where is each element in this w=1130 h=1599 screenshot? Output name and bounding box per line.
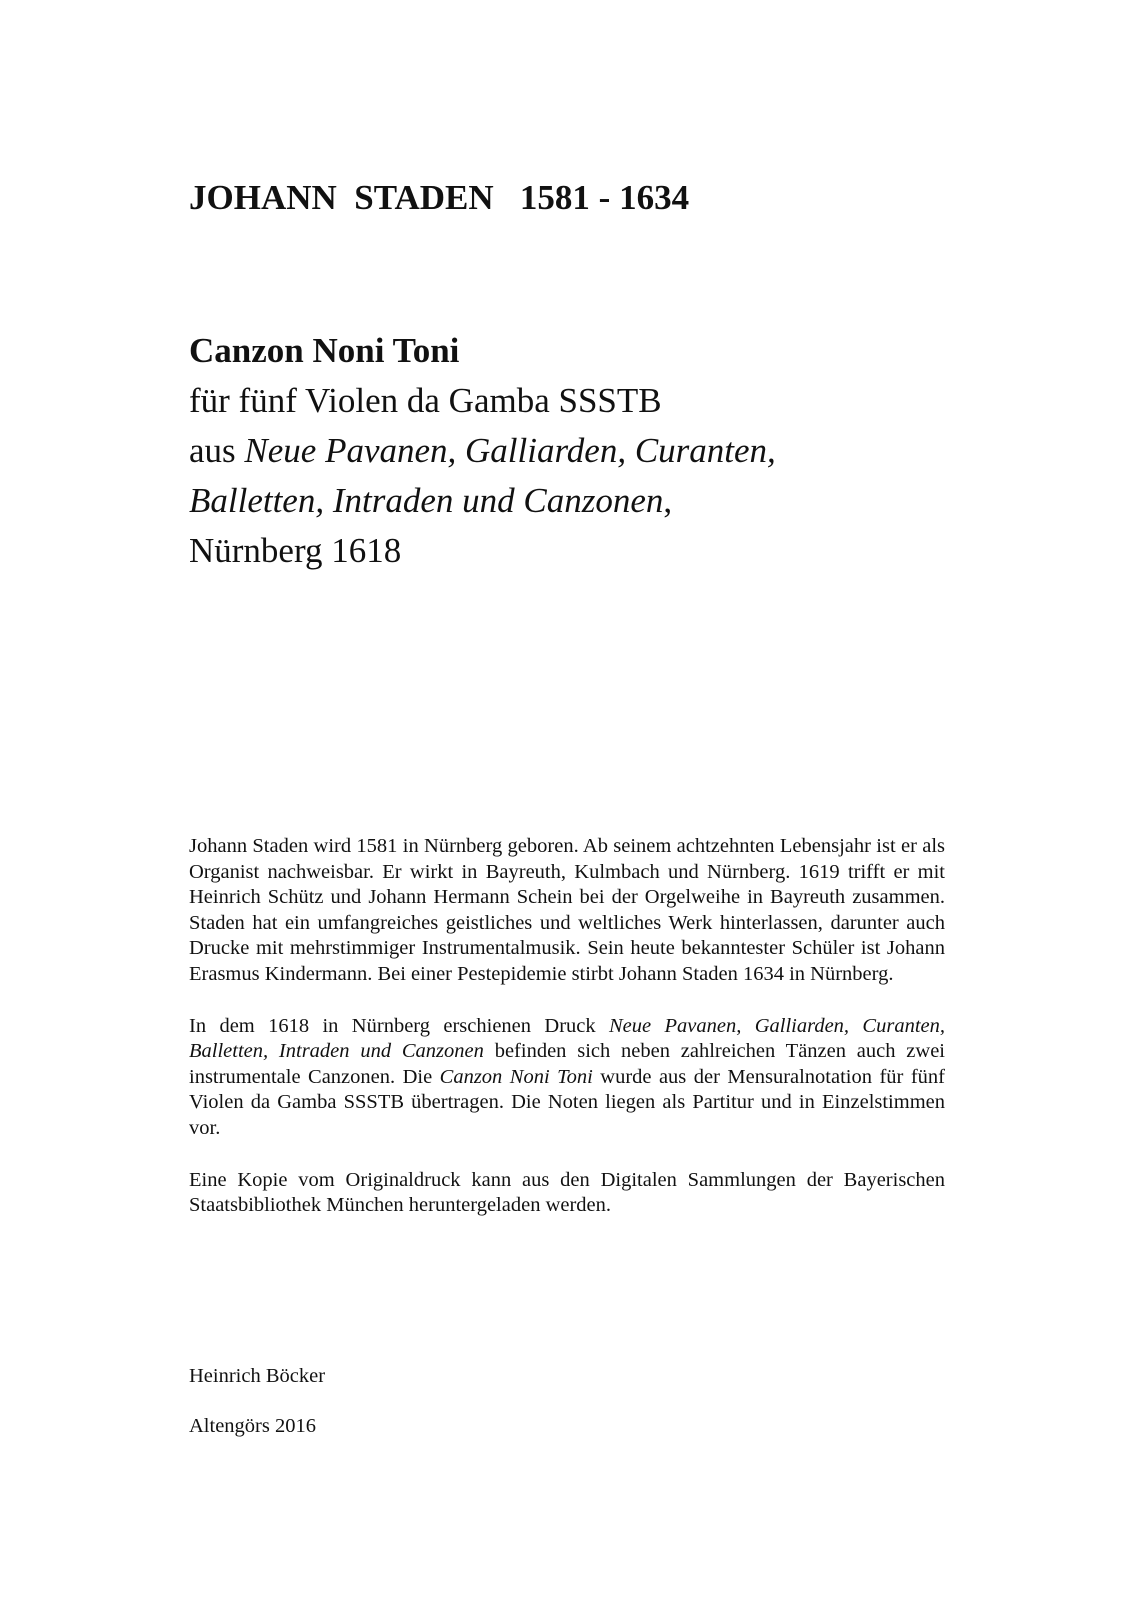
paragraph-source-copy: Eine Kopie vom Originaldruck kann aus den Digitalen Sammlungen der Bayerischen Staatsbibliothek München heruntergeladen werden. — [189, 1168, 945, 1217]
work-source-title-2: Balletten, Intraden und Canzonen — [189, 481, 664, 520]
work-scoring: für fünf Violen da Gamba SSSTB — [189, 381, 662, 420]
signature-place-date: Altengörs 2016 — [189, 1415, 316, 1437]
edition-text-e: wurde aus der Mensuralnotation für fünf Violen da Gamba SSSTB übertragen. Die Noten liegen als Partitur und in Einzelstimmen vor. — [189, 1065, 945, 1139]
paragraph-biography: Johann Staden wird 1581 in Nürnberg geboren. Ab seinem achtzehnten Lebensjahr ist er als Organist nachweisbar. Er wirkt in Bayreuth, Kulmbach und Nürnberg. 1619 trifft er mit Heinrich Schütz und Johann Hermann Schein bei der Orgelweihe in Bayreuth zusammen. Staden hat ein umfangreiches geistliches und weltliches Werk hinterlassen, darunter auch Drucke mit mehrstimmiger Instrumentalmusik. Sein heute bekanntester Schüler ist Johann Erasmus Kindermann. Bei einer Pestepidemie stirbt Johann Staden 1634 in Nürnberg. — [189, 835, 945, 985]
work-source-title-1: Neue Pavanen, Galliarden, Curanten, — [244, 431, 776, 470]
paragraph-edition — [189, 1014, 945, 1142]
edition-work-title: Canzon Noni Toni — [439, 1065, 593, 1088]
body-text — [189, 834, 945, 1219]
signature-name: Heinrich Böcker — [189, 1365, 326, 1387]
work-source-line-1 — [189, 426, 1009, 476]
work-source-prefix: aus — [189, 431, 245, 470]
page-title: JOHANN STADEN 1581 - 1634 — [189, 178, 690, 217]
work-heading-block — [189, 326, 1009, 576]
work-source-line-2 — [189, 476, 1009, 526]
work-title: Canzon Noni Toni — [189, 331, 460, 370]
edition-source-title: Neue Pavanen, Galliarden, Curanten, Balletten, Intraden und Canzonen — [189, 1014, 945, 1063]
edition-text-c: befinden sich neben zahlreichen Tänzen auch zwei instrumentale Canzonen. Die — [189, 1040, 945, 1088]
edition-text-a: In dem 1618 in Nürnberg erschienen Druck — [189, 1014, 609, 1037]
work-place-year: Nürnberg 1618 — [189, 531, 402, 570]
signature-block — [189, 1363, 325, 1463]
work-source-comma: , — [663, 481, 673, 520]
